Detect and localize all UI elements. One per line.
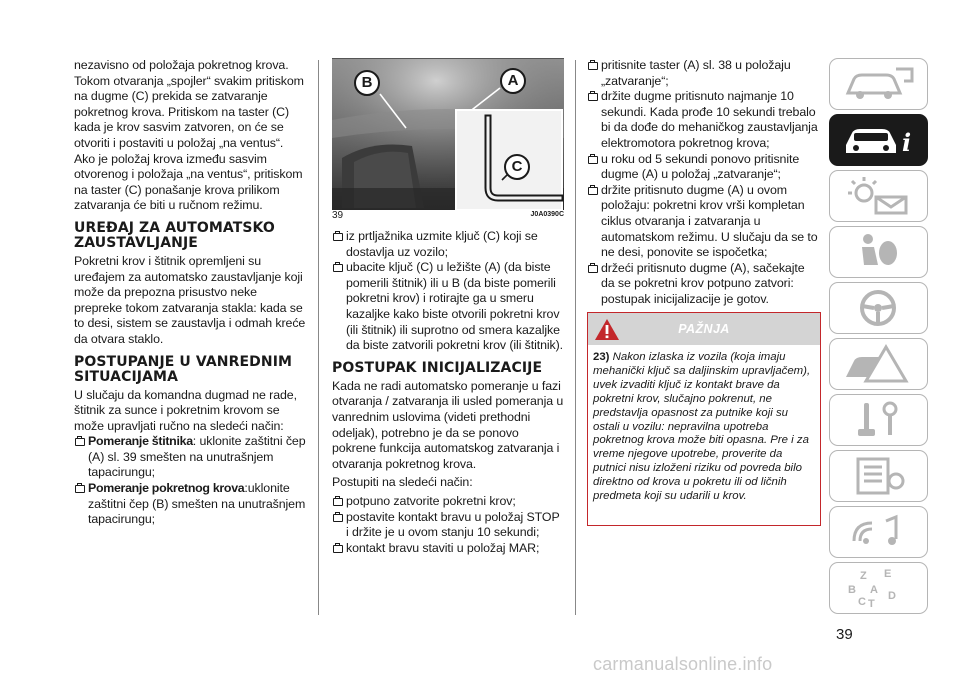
info-glyph: i [902, 128, 912, 157]
page-number: 39 [836, 626, 853, 643]
tab-maintenance[interactable] [829, 394, 928, 446]
index-letters-icon [840, 567, 918, 609]
section-heading: POSTUPANJE U VANREDNIM SITUACIJAMA [74, 353, 293, 385]
warning-text [588, 345, 820, 504]
bullet-item [74, 481, 306, 528]
bullet-text: :uklonite zaštitni čep (B) smešten na unutrašnjem tapacirungu; [88, 481, 306, 527]
bullet-item: ubacite ključ (C) u ležište (A) (da biste pomerili štitnik) ili u B (da biste pomerili pokretni krov) i rotirajte ga u smeru kazaljke kako biste otvorili pokretni krov (ili štitnik) ili suprotno od smera kazaljke da biste zatvorili pokretni krov (ili štitnik). [332, 260, 564, 354]
text-column-1 [74, 58, 306, 528]
column-divider [575, 60, 576, 615]
bullet-item: držeći pritisnuto dugme (A), sačekajte da se pokretni krov potpuno zatvori: postupak inicijalizacije je gotov. [587, 261, 819, 308]
warning-body: Nakon izlaska iz vozila (koja imaju mehanički ključ sa daljinskim upravljačem), uvek izvaditi ključ iz kontakt brave da pokretni krov, slučajno pokrenut, ne predstavlja opasnost za putnike koji su ostali u vozilu: nepravilna upotreba pokretnog krova može biti opasna. Pre i za vreme njegove upotrebe, proverite da putnici nisu izloženi riziku od povreda bilo direktno od krova u pokretu ili od ličnih predmeta koji su udarili u krov. [593, 351, 811, 503]
bullet-item: postavite kontakt bravu u položaj STOP i držite je u ovom stanju 10 sekundi; [332, 510, 564, 541]
figure-number: 39 [332, 210, 344, 221]
paragraph: U slučaju da komandna dugmad ne rade, štitnik za sunce i pokretnim krovom se može upravljati ručno na sledeći način: [74, 387, 297, 433]
tab-driving[interactable] [829, 282, 928, 334]
tab-multimedia[interactable] [829, 506, 928, 558]
section-heading: POSTUPAK INICIJALIZACIJE [332, 359, 543, 376]
tab-safety[interactable] [829, 226, 928, 278]
dashboard-car-icon [840, 63, 918, 105]
tab-index[interactable] [829, 562, 928, 614]
paragraph: Postupiti na sledeći način: [332, 475, 473, 490]
bullet-item: kontakt bravu staviti u položaj MAR; [332, 541, 564, 557]
callout-c: C [504, 154, 530, 180]
text-column-3 [587, 58, 819, 308]
multimedia-icon [840, 511, 918, 553]
callout-a: A [500, 68, 526, 94]
steering-wheel-icon [840, 287, 918, 329]
airbag-icon [840, 231, 918, 273]
emergency-car-icon [840, 343, 918, 385]
index-letter: E [884, 568, 892, 580]
paragraph: nezavisno od položaja pokretnog krova. Tokom otvaranja „spojler“ svakim pritiskom na dugme (C) prekida se zatvaranje pokretnog krova. Pritiskom na taster (C) kada je krov sasvim zatvoren, on će se otvoriti i postaviti u položaj „na ventus“. [74, 58, 304, 150]
watermark: carmanualsonline.info [593, 654, 773, 674]
tab-emergency[interactable] [829, 338, 928, 390]
text-column-2 [332, 229, 564, 556]
figure-39-photo [332, 58, 564, 210]
lights-envelope-icon [840, 175, 918, 217]
index-letter: D [888, 590, 896, 602]
bullet-item [74, 434, 306, 481]
section-heading: UREĐAJ ZA AUTOMATSKO ZAUSTAVLJANJE [74, 219, 275, 251]
paragraph: Pokretni krov i štitnik opremljeni su uređajem za automatsko zaustavljanje koji može da prepozna prisustvo neke prepreke tokom zatvaranja stakla: kada se to desi, sistem se zaustavlja i odmah kreće da otvara staklo. [74, 253, 306, 346]
maintenance-tools-icon [840, 399, 918, 441]
bullet-item: potpuno zatvorite pokretni krov; [332, 494, 564, 510]
bullet-item: u roku od 5 sekundi ponovo pritisnite dugme (A) u položaj „zatvaranje“; [587, 152, 819, 183]
index-letter: B [848, 584, 856, 596]
warning-number: 23) [593, 351, 610, 363]
index-letter: C [858, 596, 866, 608]
index-letter: Z [860, 570, 867, 582]
callout-b: B [354, 70, 380, 96]
bullet-text: : uklonite zaštitni čep (A) sl. 39 smešten na unutrašnjem tapacirungu; [88, 434, 306, 480]
index-letter: T [868, 598, 875, 609]
warning-title: PAŽNJA [678, 322, 730, 336]
warning-box [587, 312, 821, 526]
index-letter: A [870, 584, 878, 596]
tab-car-info[interactable] [829, 114, 928, 166]
tab-lights[interactable] [829, 170, 928, 222]
bullet-bold: Pomeranje štitnika [88, 434, 193, 449]
warning-header [588, 313, 820, 345]
paragraph: Kada ne radi automatsko pomeranje u fazi otvaranja / zatvaranja ili usled pomeranja u vanrednim uslovima (videti prethodni odeljak), potrebno je da se ponovo pokrene funkcija automatskog zatvaranja i otvaranja pokretnog krova. [332, 378, 564, 471]
bullet-bold: Pomeranje pokretnog krova [88, 481, 245, 496]
bullet-item: pritisnite taster (A) sl. 38 u položaju „zatvaranje“; [587, 58, 819, 89]
column-divider [318, 60, 319, 615]
bullet-item: držite dugme pritisnuto najmanje 10 sekundi. Kada prođe 10 sekundi trebalo bi da dođe do mehaničkog zaustavljanja elektromotora pokretnog krova; [587, 89, 819, 151]
spec-sheet-icon [840, 455, 918, 497]
car-info-icon [840, 119, 918, 161]
figure-code: J0A0390C [530, 211, 564, 218]
tab-specifications[interactable] [829, 450, 928, 502]
tab-dashboard[interactable] [829, 58, 928, 110]
paragraph: Ako je položaj krova između sasvim otvorenog i položaja „na ventus“, pritiskom na taster (C) ponašanje krova prilikom zatvaranja će biti u ručnom režimu. [74, 151, 303, 213]
bullet-item: iz prtljažnika uzmite ključ (C) koji se dostavlja uz vozilo; [332, 229, 564, 260]
bullet-item: držite pritisnuto dugme (A) u ovom položaju: pokretni krov vrši kompletan ciklus otvaranja i zatvaranja u automatskom režimu. U slučaju da se to ne desi, ponovite se ispočetka; [587, 183, 819, 261]
